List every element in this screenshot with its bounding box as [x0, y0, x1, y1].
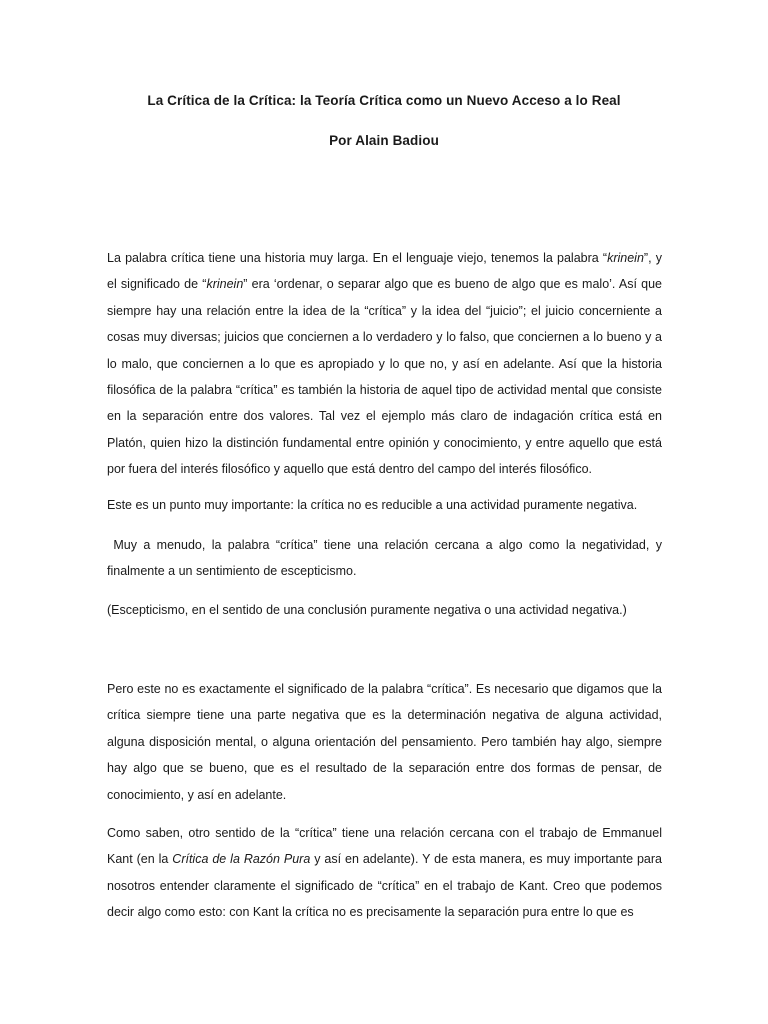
paragraph-text: Como saben, otro sentido de la “crítica” tiene una relación cercana con el trabajo de Emmanuel Kant (en la	[107, 826, 662, 867]
paragraph-6	[107, 820, 662, 926]
paragraph-text: ” era ‘ordenar, o separar algo que es bueno de algo que es malo’. Así que siempre hay una relación entre la idea de la “crítica” y la idea del “juicio”; el juicio concerniente a cosas muy diversas; juicios que conciernen a lo verdadero y lo falso, que conciernen a lo bueno y a lo malo, que conciernen a lo que es apropiado y lo que no, y así en adelante. Así que la historia filosófica de la palabra “crítica” es también la historia de aquel tipo de actividad mental que consiste en la separación entre dos valores. Tal vez el ejemplo más claro de indagación crítica está en Platón, quien hizo la distinción fundamental entre opinión y conocimiento, y entre aquello que está por fuera del interés filosófico y aquello que está dentro del campo del interés filosófico.	[107, 277, 663, 477]
paragraph-1	[107, 245, 662, 483]
paragraph-text: Pero este no es exactamente el significado de la palabra “crítica”. Es necesario que digamos que la crítica siempre tiene una parte negativa que es la determinación negativa de alguna actividad, alguna disposición mental, o alguna orientación del pensamiento. Pero también hay algo, siempre hay algo que se bueno, que es el resultado de la separación entre dos formas de pensar, de conocimiento, y así en adelante.	[107, 682, 662, 802]
paragraph-5	[107, 676, 662, 808]
italic-book-title: Crítica de la Razón Pura	[172, 852, 311, 867]
paragraph-text: ”, y el significado de “	[107, 251, 662, 292]
document-title: La Crítica de la Crítica: la Teoría Crítica como un Nuevo Acceso a lo Real	[147, 93, 621, 108]
paragraph-text: La palabra crítica tiene una historia muy larga. En el lenguaje viejo, tenemos la palabra “	[107, 251, 608, 265]
italic-term: krinein	[607, 251, 644, 265]
paragraph-text: y así en adelante). Y de esta manera, es muy importante para nosotros entender claramente el significado de “crítica” en el trabajo de Kant. Creo que podemos decir algo como esto: con Kant la crítica no es precisamente la separación pura entre lo que es	[107, 852, 662, 920]
paragraph-4	[107, 597, 662, 623]
document-author: Por Alain Badiou	[329, 133, 439, 148]
paragraph-text: Este es un punto muy importante: la crítica no es reducible a una actividad puramente negativa.	[107, 498, 638, 512]
paragraph-text: (Escepticismo, en el sentido de una conclusión puramente negativa o una actividad negativa.)	[107, 603, 627, 617]
paragraph-2	[107, 492, 662, 518]
paragraph-3	[107, 532, 666, 585]
paragraph-text: Muy a menudo, la palabra “crítica” tiene una relación cercana a algo como la negatividad, y finalmente a un sentimiento de escepticismo.	[107, 538, 666, 579]
italic-term: krinein	[206, 277, 244, 292]
